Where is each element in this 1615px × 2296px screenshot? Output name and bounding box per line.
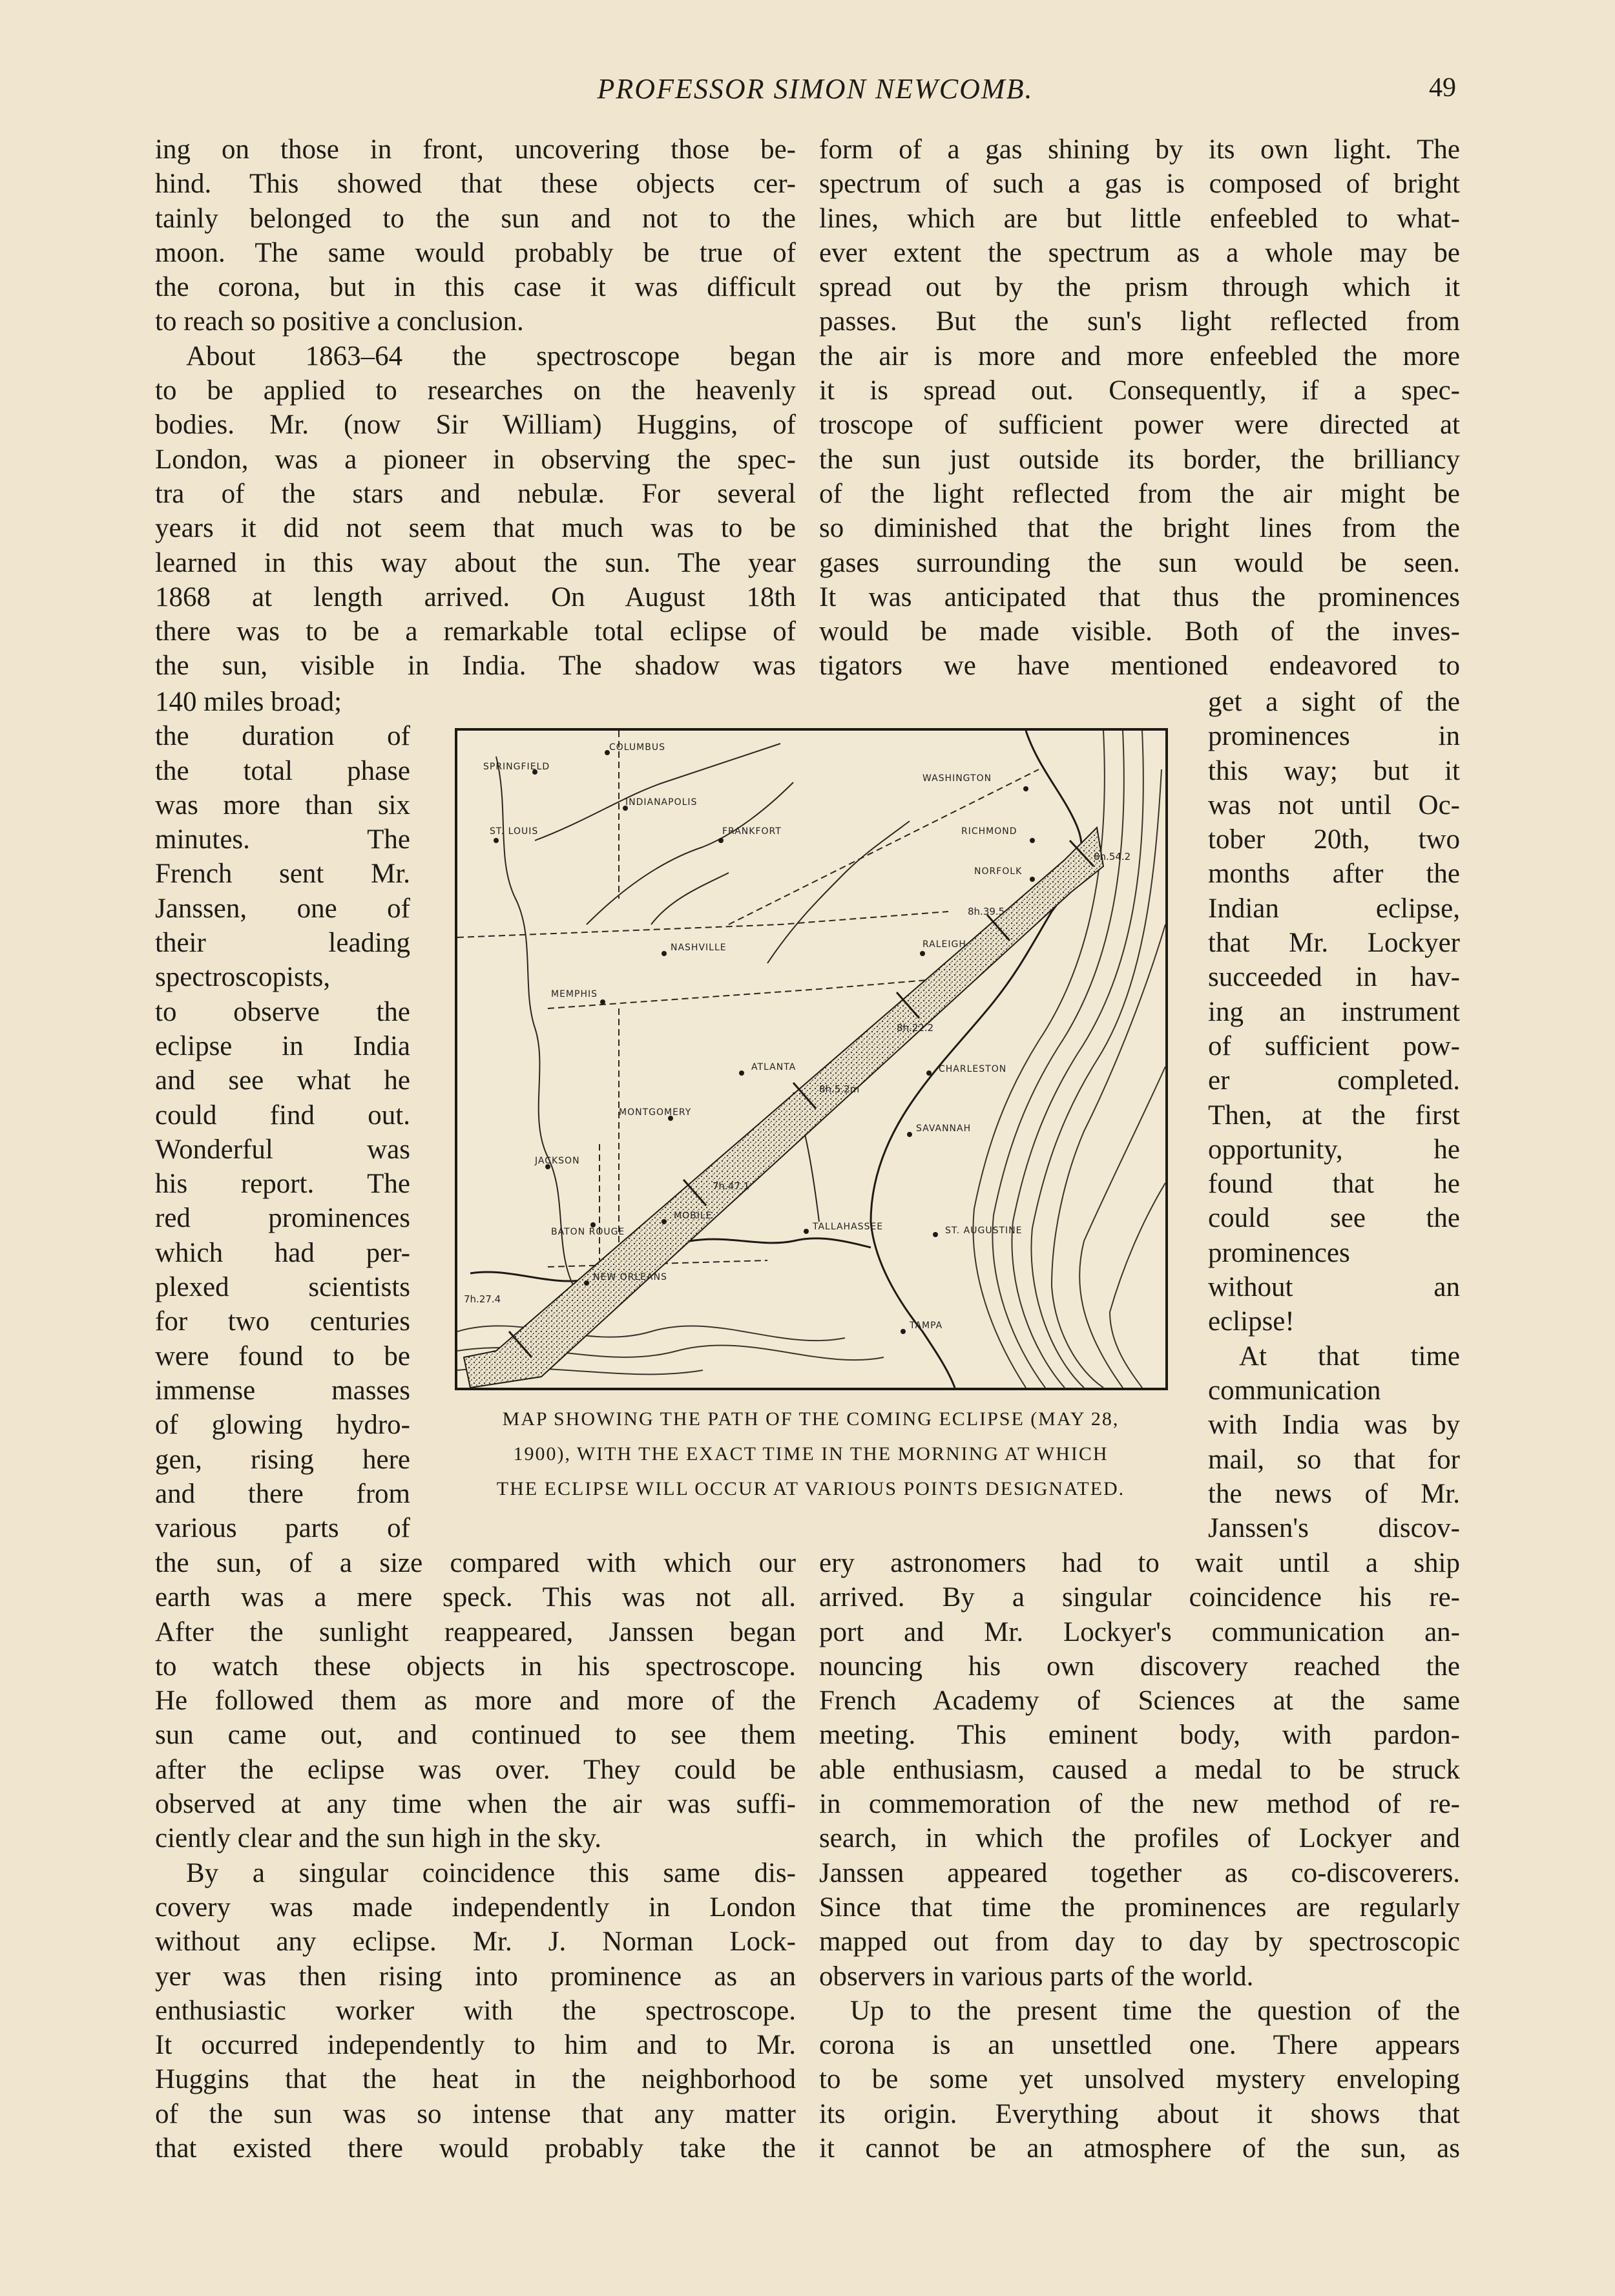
text-line: Indian eclipse, — [1208, 893, 1460, 924]
text-line: observers in various parts of the world. — [819, 1961, 1254, 1992]
text-line: mail, so that for — [1208, 1444, 1460, 1475]
text-line: prominences in — [1208, 721, 1460, 752]
text-line: were found to be — [155, 1341, 410, 1372]
text-line: Since that time the prominences are regularly — [819, 1892, 1460, 1923]
text-line: to watch these objects in his spectroscope. — [155, 1651, 796, 1682]
city-label: MONTGOMERY — [619, 1107, 692, 1118]
text-line: er completed. — [1208, 1065, 1460, 1096]
text-line: would be made visible. Both of the inves- — [819, 616, 1460, 647]
text-line: and there from — [155, 1478, 410, 1509]
text-line: the duration of — [155, 721, 410, 752]
text-line: Janssen, one of — [155, 893, 410, 924]
text-line: ciently clear and the sun high in the sky. — [155, 1823, 602, 1854]
text-line: Up to the present time the question of the — [850, 1995, 1460, 2026]
text-line: ever extent the spectrum as a whole may be — [819, 237, 1460, 268]
city-label: MEMPHIS — [551, 989, 598, 999]
text-line: learned in this way about the sun. The year — [155, 547, 796, 578]
text-line: spread out by the prism through which it — [819, 272, 1460, 303]
text-line: years it did not seem that much was to be — [155, 513, 796, 544]
text-line: ery astronomers had to wait until a ship — [819, 1548, 1460, 1578]
city-label: ATLANTA — [751, 1062, 797, 1072]
text-line: of sufficient pow- — [1208, 1030, 1460, 1061]
text-line: get a sight of the — [1208, 687, 1460, 717]
text-line: sun came out, and continued to see them — [155, 1720, 796, 1751]
text-line: ing on those in front, uncovering those be- — [155, 134, 796, 165]
text-line: after the eclipse was over. They could be — [155, 1754, 796, 1785]
text-line: succeeded in hav- — [1208, 962, 1460, 993]
text-line: to observe the — [155, 996, 410, 1027]
city-label: NORFOLK — [974, 866, 1023, 877]
text-line: the corona, but in this case it was difficult — [155, 272, 796, 303]
text-line: search, in which the profiles of Lockyer and — [819, 1823, 1460, 1854]
city-label: RICHMOND — [961, 826, 1017, 837]
text-line: About 1863–64 the spectroscope began — [186, 340, 796, 371]
city-label: BATON ROUGE — [551, 1227, 625, 1237]
text-line: months after the — [1208, 859, 1460, 890]
city-label: JACKSON — [535, 1156, 580, 1166]
left-column-beside-map — [155, 685, 410, 1545]
text-line: French Academy of Sciences at the same — [819, 1685, 1460, 1717]
text-line: immense masses — [155, 1375, 410, 1406]
text-line: mapped out from day to day by spectroscopic — [819, 1926, 1460, 1957]
text-line: Then, at the first — [1208, 1100, 1460, 1131]
text-line: communication — [1208, 1375, 1381, 1406]
text-line: At that time — [1239, 1341, 1460, 1372]
text-line: prominences — [1208, 1237, 1350, 1268]
text-line: French sent Mr. — [155, 859, 410, 890]
text-line: By a singular coincidence this same dis- — [186, 1857, 796, 1888]
city-label: COLUMBUS — [609, 742, 665, 753]
text-line: the sun, visible in India. The shadow was — [155, 651, 796, 682]
text-line: there was to be a remarkable total eclipse of — [155, 616, 796, 647]
text-line: London, was a pioneer in observing the spec- — [155, 444, 796, 475]
text-line: was not until Oc- — [1208, 789, 1460, 820]
text-line: port and Mr. Lockyer's communication an- — [819, 1616, 1460, 1647]
text-line: to reach so positive a conclusion. — [155, 306, 524, 337]
page-number: 49 — [1429, 73, 1456, 103]
text-line: corona is an unsettled one. There appears — [819, 2030, 1460, 2061]
time-label: 8h.5.2m — [819, 1083, 860, 1095]
right-column-top — [819, 132, 1460, 684]
text-line: opportunity, he — [1208, 1134, 1460, 1165]
text-line: the air is more and more enfeebled the more — [819, 340, 1460, 371]
left-column-top — [155, 132, 796, 684]
text-line: their leading — [155, 928, 410, 959]
text-line: red prominences — [155, 1203, 410, 1234]
text-line: its origin. Everything about it shows that — [819, 2098, 1460, 2129]
text-line: form of a gas shining by its own light. The — [819, 134, 1460, 165]
map-illustration — [457, 731, 1165, 1388]
city-label: SPRINGFIELD — [483, 762, 550, 772]
text-line: ing an instrument — [1208, 996, 1460, 1027]
text-line: gases surrounding the sun would be seen. — [819, 547, 1460, 578]
running-title: PROFESSOR SIMON NEWCOMB. — [597, 73, 1034, 105]
text-line: his report. The — [155, 1169, 410, 1200]
ocean-contours — [457, 731, 1165, 1388]
text-line: it cannot be an atmosphere of the sun, as — [819, 2133, 1460, 2164]
text-line: It was anticipated that thus the prominences — [819, 581, 1460, 612]
text-line: enthusiastic worker with the spectroscope. — [155, 1995, 796, 2026]
text-line: Janssen's discov- — [1208, 1513, 1460, 1544]
text-line: it is spread out. Consequently, if a spec- — [819, 375, 1460, 406]
city-label: INDIANAPOLIS — [625, 797, 698, 808]
text-line: Janssen appeared together as co-discoverers. — [819, 1857, 1460, 1888]
text-line: various parts of — [155, 1513, 410, 1544]
text-line: for two centuries — [155, 1306, 410, 1337]
text-line: covery was made independently in London — [155, 1892, 796, 1923]
text-line: that existed there would probably take the — [155, 2133, 796, 2164]
text-line: gen, rising here — [155, 1444, 410, 1475]
text-line: hind. This showed that these objects cer- — [155, 169, 796, 200]
right-column-bottom — [819, 1546, 1460, 2166]
text-line: able enthusiasm, caused a medal to be struck — [819, 1754, 1460, 1785]
text-line: of the light reflected from the air might be — [819, 478, 1460, 509]
text-line: plexed scientists — [155, 1272, 410, 1303]
text-line: the sun, of a size compared with which our — [155, 1548, 796, 1578]
time-label: 8h.22.2 — [897, 1022, 934, 1034]
city-label: ST. AUGUSTINE — [945, 1226, 1023, 1236]
text-line: tober 20th, two — [1208, 824, 1460, 855]
running-head — [0, 72, 1615, 111]
text-line: moon. The same would probably be true of — [155, 237, 796, 268]
text-line: to be applied to researches on the heavenly — [155, 375, 796, 406]
city-dots — [494, 750, 1035, 1334]
text-line: tra of the stars and nebulæ. For several — [155, 478, 796, 509]
right-column-beside-map — [1208, 685, 1460, 1545]
city-label: NEW ORLEANS — [593, 1272, 667, 1282]
text-line: meeting. This eminent body, with pardon- — [819, 1720, 1460, 1751]
text-line: of the sun was so intense that any matter — [155, 2098, 796, 2129]
text-line: minutes. The — [155, 824, 410, 855]
text-line: so diminished that the bright lines from the — [819, 513, 1460, 544]
text-line: could see the — [1208, 1203, 1460, 1234]
text-line: arrived. By a singular coincidence his re- — [819, 1582, 1460, 1613]
text-line: tigators we have mentioned endeavored to — [819, 651, 1460, 682]
text-line: yer was then rising into prominence as an — [155, 1961, 796, 1992]
text-line: the total phase — [155, 755, 410, 786]
map-caption — [446, 1402, 1176, 1507]
text-line: which had per- — [155, 1237, 410, 1268]
city-label: TAMPA — [910, 1320, 943, 1331]
text-line: spectrum of such a gas is composed of bright — [819, 169, 1460, 200]
text-line: He followed them as more and more of the — [155, 1685, 796, 1717]
city-label: ST. LOUIS — [490, 826, 539, 837]
city-label: WASHINGTON — [922, 773, 992, 784]
text-line: bodies. Mr. (now Sir William) Huggins, of — [155, 410, 796, 441]
city-label: NASHVILLE — [671, 943, 727, 953]
time-label: 8h.54.2 — [1094, 851, 1131, 862]
time-label: 7h.47.1 — [713, 1180, 750, 1192]
city-label: CHARLESTON — [939, 1064, 1007, 1074]
text-line: and see what he — [155, 1065, 410, 1096]
text-line: this way; but it — [1208, 755, 1460, 786]
text-line: the news of Mr. — [1208, 1478, 1460, 1509]
time-label: 7h.27.4 — [464, 1293, 501, 1305]
city-label: TALLAHASSEE — [813, 1222, 884, 1232]
caption-line: MAP SHOWING THE PATH OF THE COMING ECLIPSE (MAY 28, — [502, 1408, 1120, 1430]
text-line: It occurred independently to him and to Mr. — [155, 2030, 796, 2061]
text-line: troscope of sufficient power were directed at — [819, 410, 1460, 441]
text-line: 1868 at length arrived. On August 18th — [155, 581, 796, 612]
text-line: found that he — [1208, 1169, 1460, 1200]
city-label: RALEIGH — [922, 939, 966, 950]
text-line: Huggins that the heat in the neighborhood — [155, 2064, 796, 2095]
text-line: nouncing his own discovery reached the — [819, 1651, 1460, 1682]
text-line: After the sunlight reappeared, Janssen began — [155, 1616, 796, 1647]
text-line: tainly belonged to the sun and not to the — [155, 203, 796, 234]
text-line: earth was a mere speck. This was not all. — [155, 1582, 796, 1613]
text-line: eclipse! — [1208, 1306, 1295, 1337]
city-label: FRANKFORT — [722, 826, 782, 837]
text-line: 140 miles broad; — [155, 687, 342, 717]
city-label: SAVANNAH — [916, 1123, 972, 1134]
text-line: the sun just outside its border, the brilliancy — [819, 444, 1460, 475]
text-line: to be some yet unsolved mystery enveloping — [819, 2064, 1460, 2095]
text-line: passes. But the sun's light reflected from — [819, 306, 1460, 337]
text-line: eclipse in India — [155, 1030, 410, 1061]
text-line: could find out. — [155, 1100, 410, 1131]
text-line: with India was by — [1208, 1410, 1460, 1441]
time-label: 8h.39.5 — [968, 906, 1005, 917]
text-line: Wonderful was — [155, 1134, 410, 1165]
eclipse-path-map — [455, 728, 1168, 1390]
eclipse-path-band — [464, 828, 1103, 1388]
text-line: spectroscopists, — [155, 962, 331, 993]
text-line: was more than six — [155, 789, 410, 820]
text-line: that Mr. Lockyer — [1208, 928, 1460, 959]
text-line: of glowing hydro- — [155, 1410, 410, 1441]
text-line: without any eclipse. Mr. J. Norman Lock- — [155, 1926, 796, 1957]
left-column-bottom — [155, 1546, 796, 2166]
text-line: lines, which are but little enfeebled to what- — [819, 203, 1460, 234]
text-line: in commemoration of the new method of re- — [819, 1789, 1460, 1820]
caption-line: THE ECLIPSE WILL OCCUR AT VARIOUS POINTS DESIGNATED. — [496, 1478, 1125, 1499]
city-label: MOBILE — [674, 1211, 713, 1221]
caption-line: 1900), WITH THE EXACT TIME IN THE MORNING AT WHICH — [513, 1443, 1109, 1465]
text-line: without an — [1208, 1272, 1460, 1303]
text-line: observed at any time when the air was suffi- — [155, 1789, 796, 1820]
